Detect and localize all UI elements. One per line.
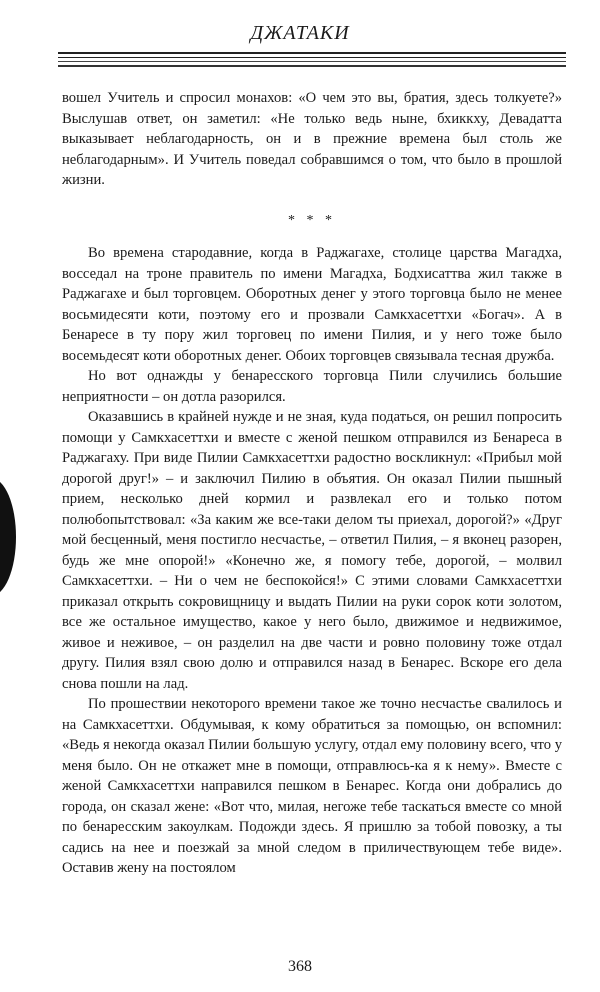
header-rule <box>58 52 566 54</box>
paragraph: вошел Учитель и спросил монахов: «О чем это вы, братия, здесь толкуете?» Выслушав ответ, он заметил: «Не только ведь ныне, бхиккху, Девадатта выказывает неблагодарность, он и в прежние времена был столь же неблагодарным». И Учитель поведал собравшимся о том, что было в прошлой жизни. <box>62 90 562 188</box>
paragraph: Оказавшись в крайней нужде и не зная, куда податься, он решил попросить помощи у Самкхасеттхи и вместе с женой пешком отправился из Бенареса в Раджагаху. При виде Пилии Самкхасеттхи радостно воскликнул: «Прибыл мой дорогой друг!» – и заключил Пилию в объятия. Он оказал Пилии пышный прием, несколько дней кормил и развлекал его и только потом полюбопытствовал: «За каким же все-таки делом ты приехал, дорогой?» «Друг мой бесценный, меня постигло несчастье, – ответил Пилия, – я вконец разорен, будь же мне опорой!» «Конечно же, я помогу тебе, дорогой, – молвил Самкхасеттхи. – Ни о чем не беспокойся!» С этими словами Самкхасеттхи приказал открыть сокровищницу и выдать Пилии на руки сорок коти золотом, все же остальное имущество, какое у него было, движимое и недвижимое, живое и неживое, – он разделил на две части и ровно половину тоже отдал другу. Пилия взял свою долю и отправился назад в Бенарес. Вскоре его дела снова пошли на лад. <box>62 409 562 692</box>
page-number: 368 <box>288 958 312 975</box>
paragraph: По прошествии некоторого времени такое же точно несчастье свалилось и на Самкхасеттхи. Обдумывая, к кому обратиться за помощью, он вспомнил: «Ведь я некогда оказал Пилии большую услугу, отдал ему половину всего, что у меня было. Он не откажет мне в помощи, отправлюсь-ка я к нему». Вместе с женой Самкхасеттхи направился пешком в Бенарес. Когда они добрались до города, он сказал жене: «Вот что, милая, негоже тебе таскаться вместе со мной по бенаресским закоулкам. Подожди здесь. Я пришлю за тобой повозку, а ты садись на нее и поезжай за мной следом в приличествующем тебе виде». Оставив жену на постоялом <box>62 696 562 876</box>
running-head-title: ДЖАТАКИ <box>250 22 350 44</box>
page-edge-mark <box>0 478 16 596</box>
paragraph: Но вот однажды у бенаресского торговца Пили случились большие неприятности – он дотла разорился. <box>62 368 562 405</box>
header-rule <box>58 57 566 58</box>
header-rule <box>58 61 566 62</box>
paragraph: Во времена стародавние, когда в Раджагахе, столице царства Магадха, восседал на троне правитель по имени Магадха, Бодхисаттва жил также в Раджагахе и был торговцем. Оборотных денег у этого торговца было не менее восьмидесяти коти, поэтому его и прозвали Самкхасеттхи «Богач». А в Бенаресе в ту пору жил торговец по имени Пилия, и у него тоже было восемьдесят коти оборотных денег. Обоих торговцев связывала тесная дружба. <box>62 245 562 364</box>
header-rule <box>58 65 566 67</box>
page-body <box>62 88 562 879</box>
section-separator: * * * <box>288 212 336 228</box>
